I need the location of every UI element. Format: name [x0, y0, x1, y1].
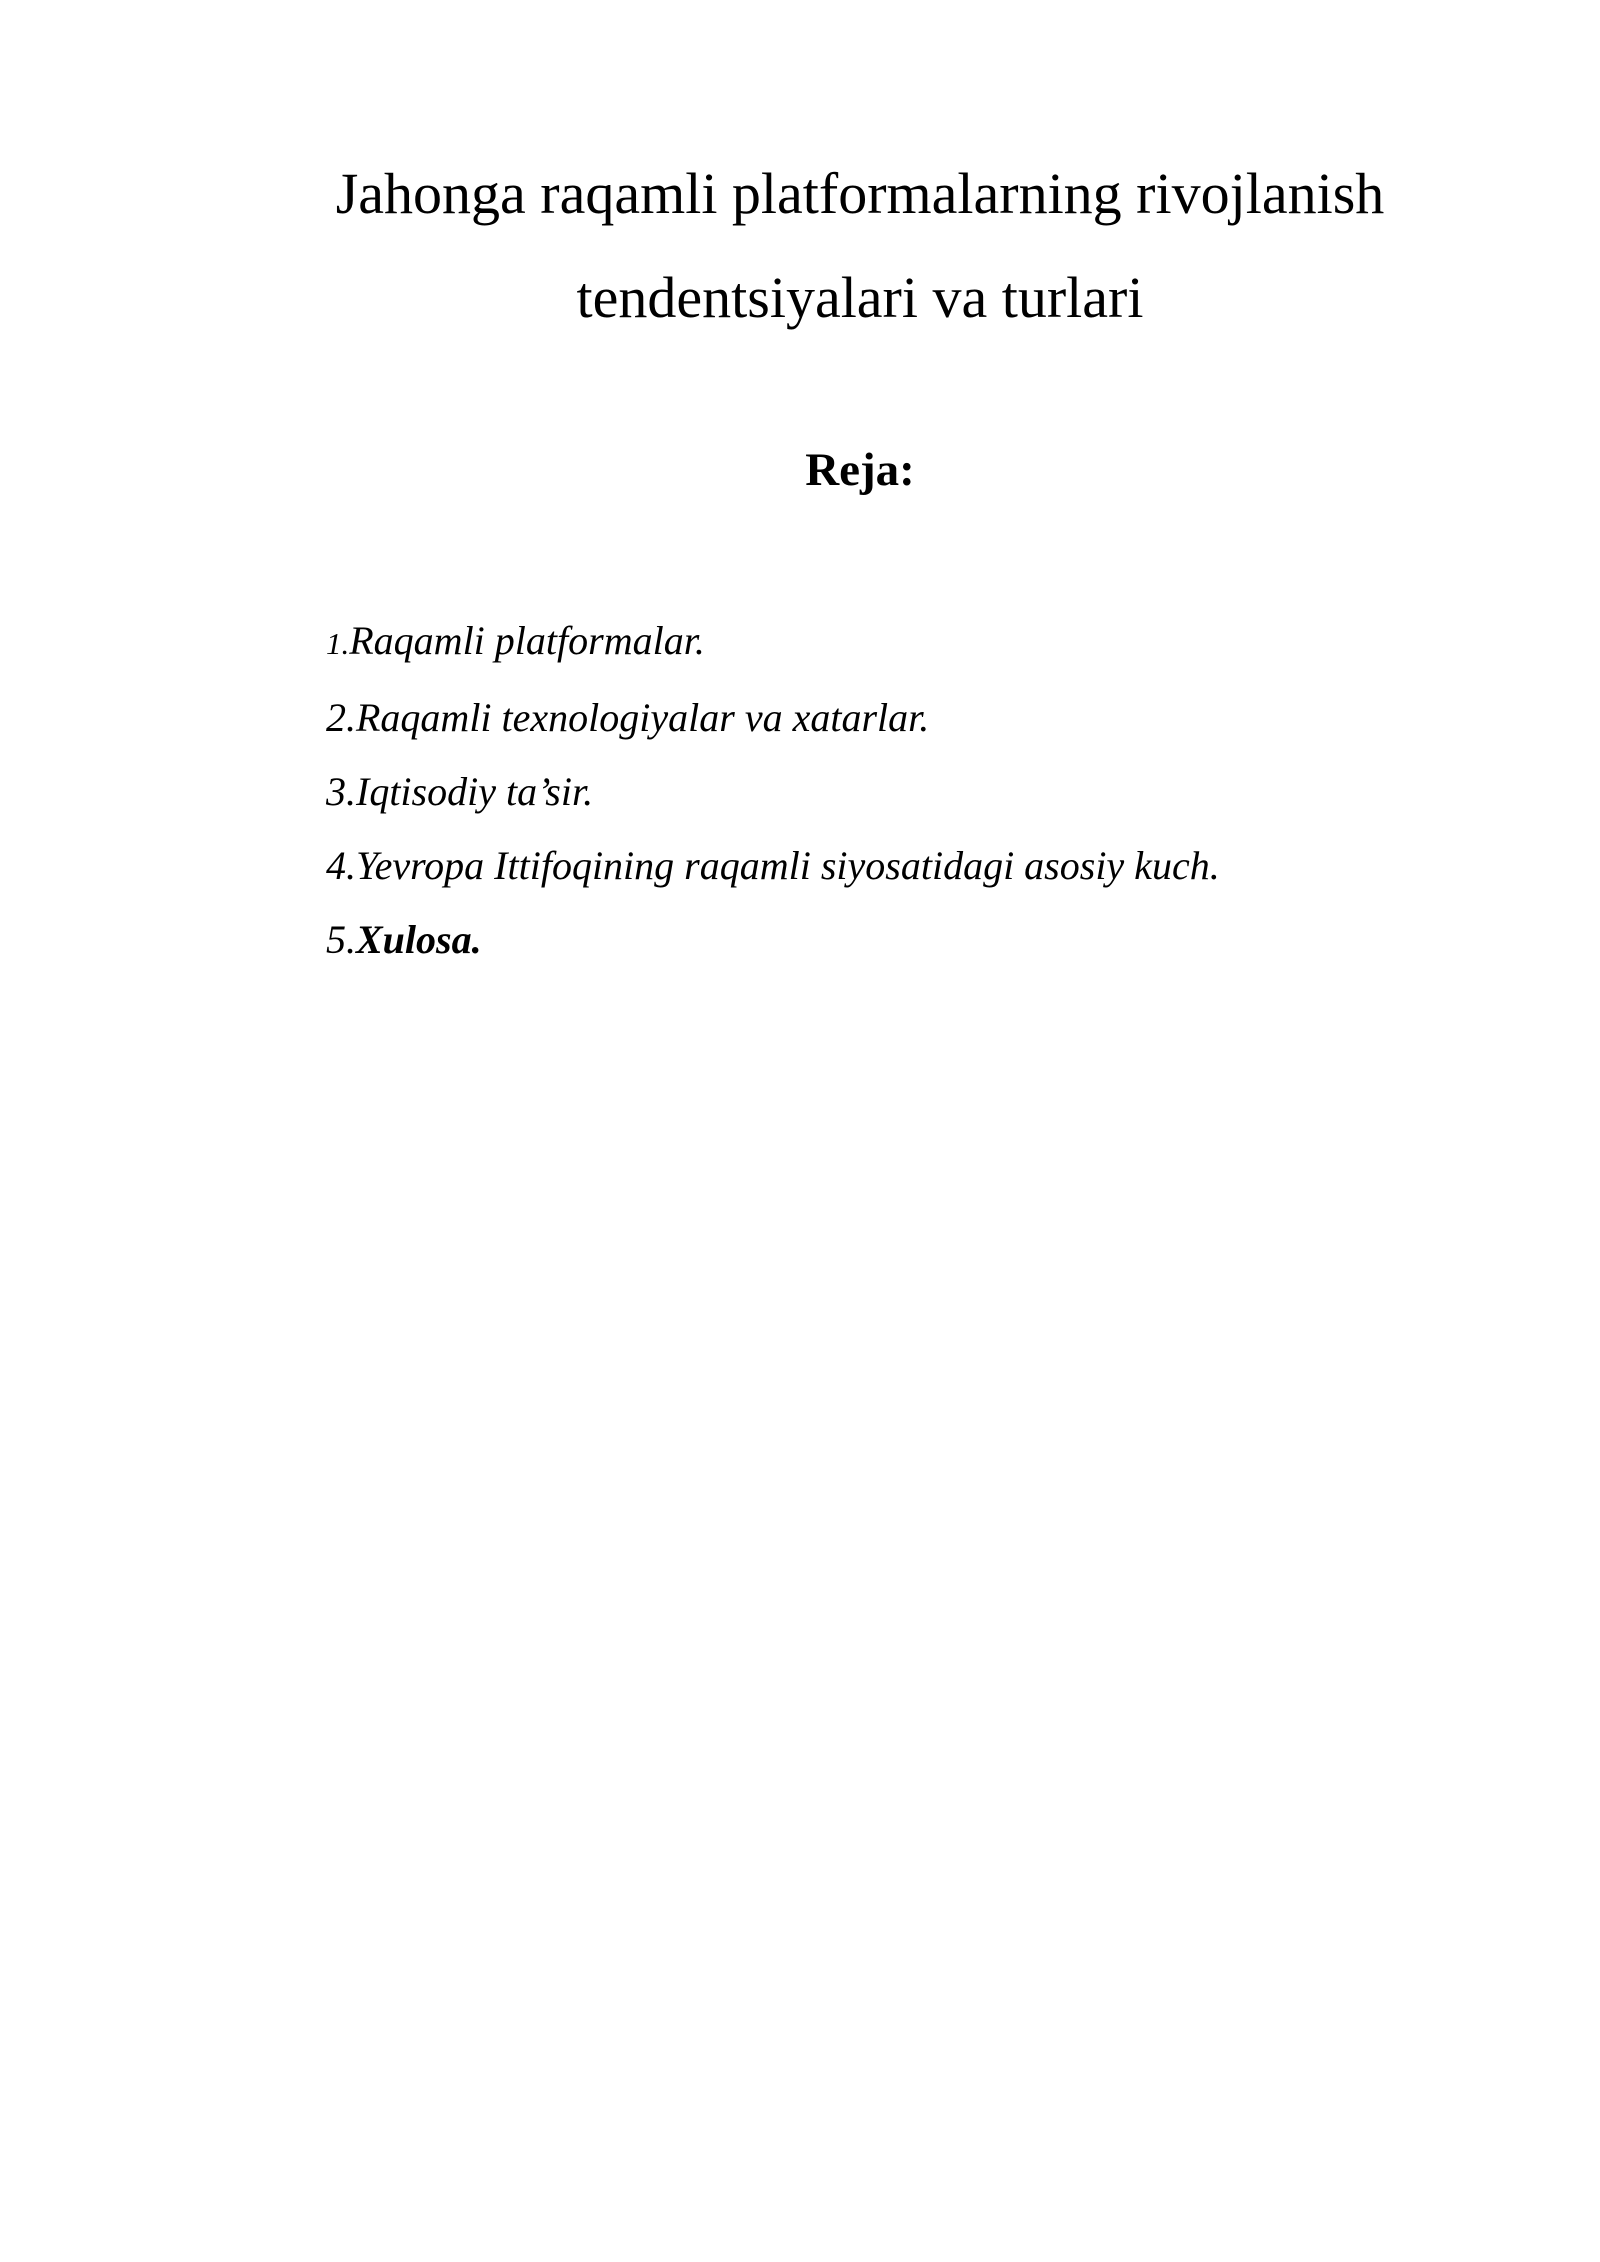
plan-heading: Reja: [805, 444, 915, 496]
plan-item [326, 681, 1426, 755]
plan-list [326, 604, 1426, 977]
plan-item [326, 829, 1426, 903]
plan-item-text: Raqamli platformalar. [349, 618, 705, 663]
plan-item-text: Xulosa. [356, 917, 482, 962]
plan-item-number: 3. [326, 769, 356, 814]
plan-item-text: Iqtisodiy ta’sir. [356, 769, 594, 814]
title-line-1: Jahonga raqamli platformalarning rivojlanish [335, 161, 1385, 226]
plan-item [326, 604, 1426, 681]
plan-item-text: Yevropa Ittifoqining raqamli siyosatidagi asosiy kuch. [356, 843, 1220, 888]
title-line-2: tendentsiyalari va turlari [576, 265, 1144, 330]
plan-item-number: 1. [326, 626, 350, 661]
plan-item-number: 5. [326, 917, 356, 962]
plan-item-text: Raqamli texnologiyalar va xatarlar. [356, 695, 930, 740]
plan-item [326, 903, 1426, 977]
plan-item-number: 4. [326, 843, 356, 888]
plan-item-number: 2. [326, 695, 356, 740]
plan-item [326, 755, 1426, 829]
document-title [300, 142, 1420, 350]
